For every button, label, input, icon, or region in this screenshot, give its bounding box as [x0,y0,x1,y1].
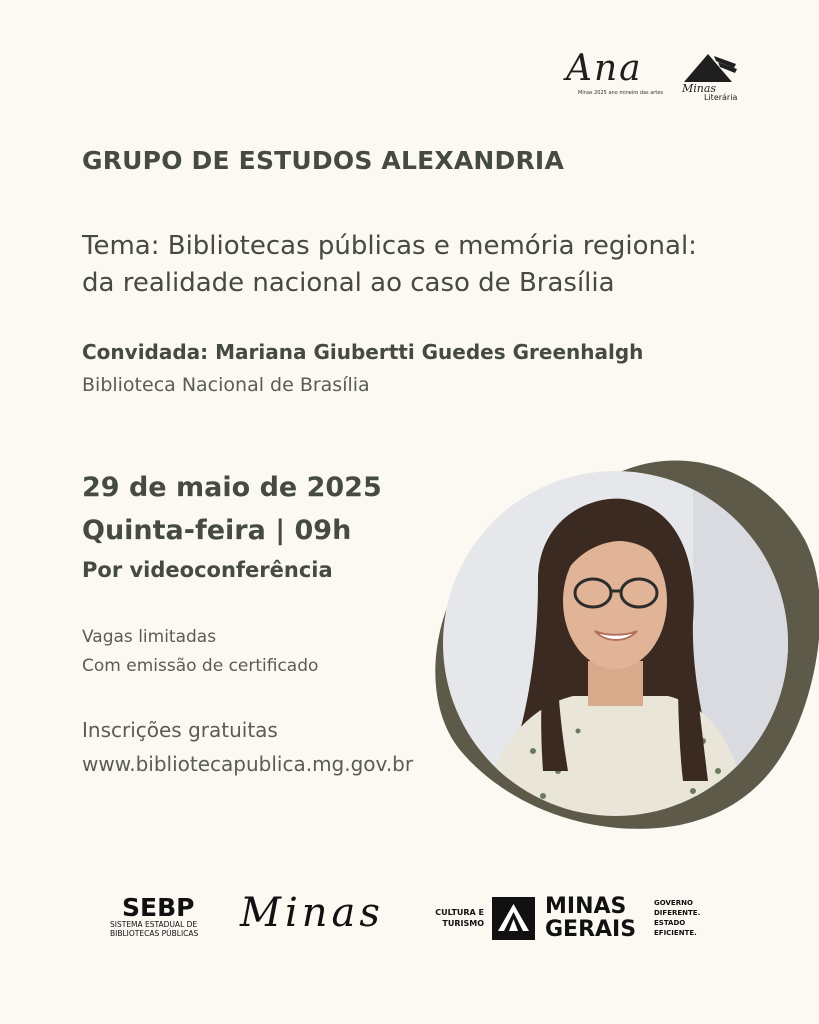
event-day-time: Quinta-feira | 09h [82,515,352,546]
mg-line1: MINAS [545,894,627,919]
slogan-line4: EFICIENTE. [654,929,697,937]
cultura-turismo-label [434,908,494,932]
cultura-line1: CULTURA E [435,908,484,917]
registration-info [82,713,413,781]
guest-institution: Biblioteca Nacional de Brasília [82,374,370,396]
certificate-note: Com emissão de certificado [82,656,319,676]
ana-wordmark: Ana [566,48,643,89]
slogan-line1: GOVERNO [654,899,693,907]
sebp-acronym: SEBP [122,893,195,922]
registration-url[interactable]: www.bibliotecapublica.mg.gov.br [82,752,414,776]
event-date: 29 de maio de 2025 [82,472,382,503]
government-slogan [654,898,700,938]
group-title: GRUPO DE ESTUDOS ALEXANDRIA [82,146,564,175]
book-pyramid-icon [680,52,738,86]
minas-gerais-wordmark [545,895,636,941]
minas-script-logo: Minas [240,890,384,936]
minas-literaria-line2: Literária [704,93,738,102]
minas-gerais-mountain-icon [492,897,535,940]
sebp-logo [110,895,210,943]
slogan-line3: ESTADO [654,919,686,927]
ana-tagline: Minas 2025 ano mineiro das artes [578,90,664,96]
theme-line-1: Tema: Bibliotecas públicas e memória regional: [82,231,697,261]
minas-literaria-line1: Minas [682,82,717,95]
event-mode: Por videoconferência [82,558,333,582]
slogan-line2: DIFERENTE. [654,909,701,917]
registration-label: Inscrições gratuitas [82,718,278,742]
guest-portrait [443,471,788,816]
mg-line2: GERAIS [545,917,637,942]
theme-line-2: da realidade nacional ao caso de Brasília [82,268,615,298]
minas-literaria-logo [680,52,740,102]
event-notes [82,623,318,681]
guest-name: Convidada: Mariana Giubertti Guedes Greenhalgh [82,340,644,364]
cultura-line2: TURISMO [442,919,484,928]
sebp-line2: BIBLIOTECAS PÚBLICAS [110,929,199,938]
theme-title [82,228,772,302]
ana-logo [564,48,668,100]
limited-spots-note: Vagas limitadas [82,627,217,647]
sebp-line1: SISTEMA ESTADUAL DE [110,920,198,929]
